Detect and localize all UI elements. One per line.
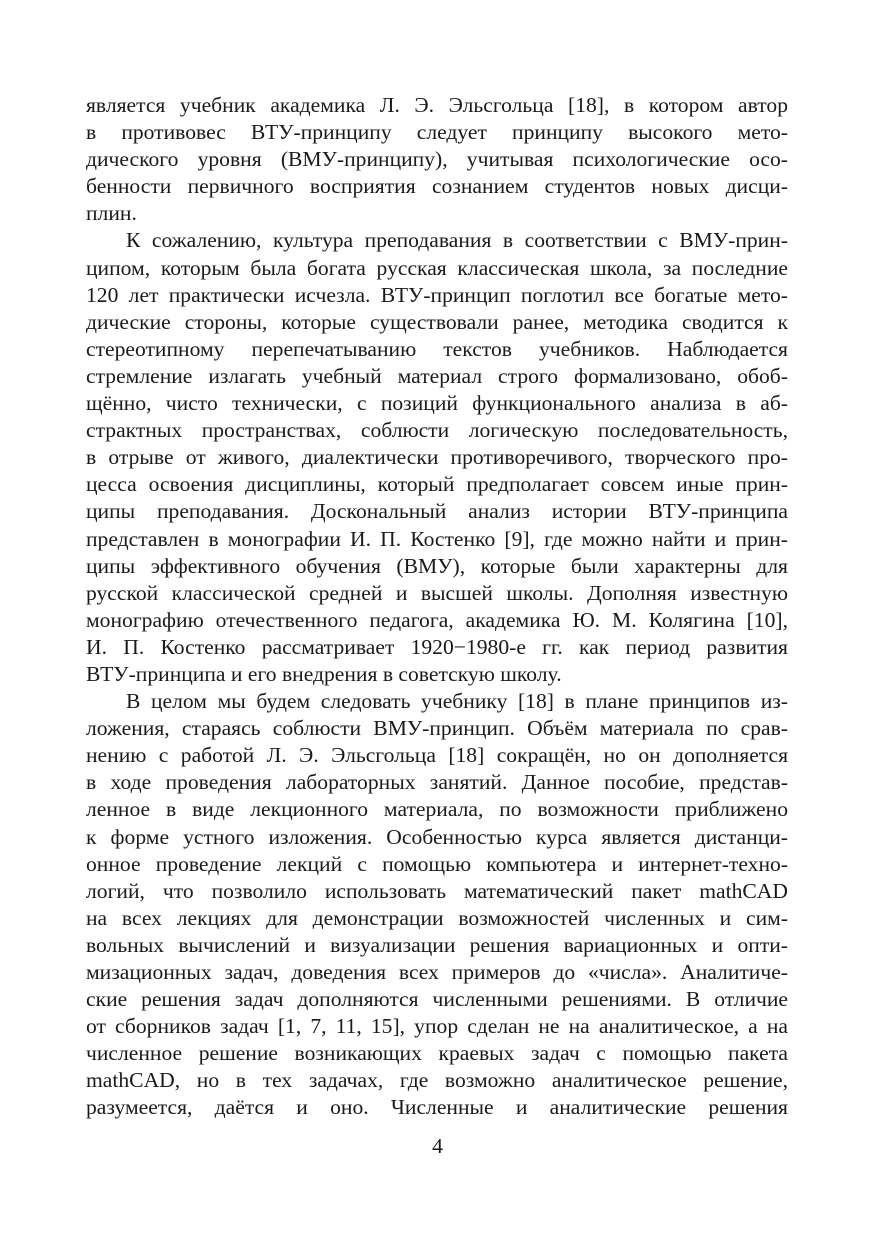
text-line: ВТУ-принципа и его внедрения в советскую школу. bbox=[86, 661, 562, 686]
text-line: стремление излагать учебный материал строго формализовано, обоб- bbox=[86, 363, 788, 388]
text-line: ложения, стараясь соблюсти ВМУ-принцип. Объём материала по срав- bbox=[86, 716, 788, 741]
text-line: является учебник академика Л. Э. Эльсгольца [18], в котором автор bbox=[86, 93, 788, 117]
text-line: К сожалению, культура преподавания в соответствии с ВМУ-прин- bbox=[126, 228, 788, 253]
text-line: монографию отечественного педагога, академика Ю. М. Колягина [10], bbox=[86, 607, 788, 632]
text-line: ципом, которым была богата русская классическая школа, за последние bbox=[86, 255, 788, 280]
text-line: нению с работой Л. Э. Эльсгольца [18] сокращён, но он дополняется bbox=[86, 743, 788, 768]
text-line: ципы эффективного обучения (ВМУ), которые были характерны для bbox=[86, 553, 788, 578]
text-line: разумеется, даётся и оно. Численные и аналитические решения bbox=[86, 1095, 788, 1120]
text-line: страктных пространствах, соблюсти логическую последовательность, bbox=[86, 418, 788, 443]
body-text bbox=[86, 92, 788, 1122]
text-line: численное решение возникающих краевых задач с помощью пакета bbox=[86, 1041, 788, 1066]
text-line: онное проведение лекций с помощью компьютера и интернет-техно- bbox=[86, 851, 788, 876]
text-line: стереотипному перепечатыванию текстов учебников. Наблюдается bbox=[86, 336, 788, 361]
text-line: ские решения задач дополняются численными решениями. В отличие bbox=[86, 987, 788, 1012]
paragraph-1 bbox=[86, 92, 788, 227]
text-line: В целом мы будем следовать учебнику [18] в плане принципов из- bbox=[126, 689, 788, 714]
text-line: вольных вычислений и визуализации решения вариационных и опти- bbox=[86, 932, 788, 957]
text-line: щённо, чисто технически, с позиций функционального анализа в аб- bbox=[86, 391, 788, 416]
paragraph-3 bbox=[86, 688, 788, 1122]
text-line: в ходе проведения лабораторных занятий. Данное пособие, представ- bbox=[86, 770, 788, 795]
text-line: mathCAD, но в тех задачах, где возможно аналитическое решение, bbox=[86, 1068, 788, 1093]
text-line: представлен в монографии И. П. Костенко [9], где можно найти и прин- bbox=[86, 526, 788, 551]
page-number: 4 bbox=[432, 1134, 443, 1158]
paragraph-2 bbox=[86, 227, 788, 688]
text-line: логий, что позволило использовать математический пакет mathCAD bbox=[86, 878, 788, 903]
text-line: бенности первичного восприятия сознанием студентов новых дисци- bbox=[86, 174, 788, 199]
text-line: ленное в виде лекционного материала, по возможности приближено bbox=[86, 797, 788, 822]
text-line: от сборников задач [1, 7, 11, 15], упор сделан не на аналитическое, а на bbox=[86, 1014, 788, 1039]
text-line: мизационных задач, доведения всех примеров до «числа». Аналитиче- bbox=[86, 960, 788, 984]
text-line: цесса освоения дисциплины, который предполагает совсем иные прин- bbox=[86, 472, 788, 497]
text-line: на всех лекциях для демонстрации возможностей численных и сим- bbox=[86, 905, 788, 930]
text-line: дического уровня (ВМУ-принципу), учитывая психологические осо- bbox=[86, 147, 788, 172]
text-line: русской классической средней и высшей школы. Дополняя известную bbox=[86, 580, 788, 605]
text-line: 120 лет практически исчезла. ВТУ-принцип поглотил все богатые мето- bbox=[86, 282, 788, 307]
text-line: ципы преподавания. Доскональный анализ истории ВТУ-принципа bbox=[86, 499, 788, 524]
text-line: плин. bbox=[86, 201, 137, 226]
text-line: к форме устного изложения. Особенностью курса является дистанци- bbox=[86, 824, 788, 849]
text-line: в отрыве от живого, диалектически противоречивого, творческого про- bbox=[86, 445, 788, 470]
text-line: И. П. Костенко рассматривает 1920−1980-е гг. как период развития bbox=[86, 634, 788, 659]
text-line: в противовес ВТУ-принципу следует принципу высокого мето- bbox=[86, 120, 788, 145]
text-line: дические стороны, которые существовали ранее, методика сводится к bbox=[86, 309, 788, 334]
